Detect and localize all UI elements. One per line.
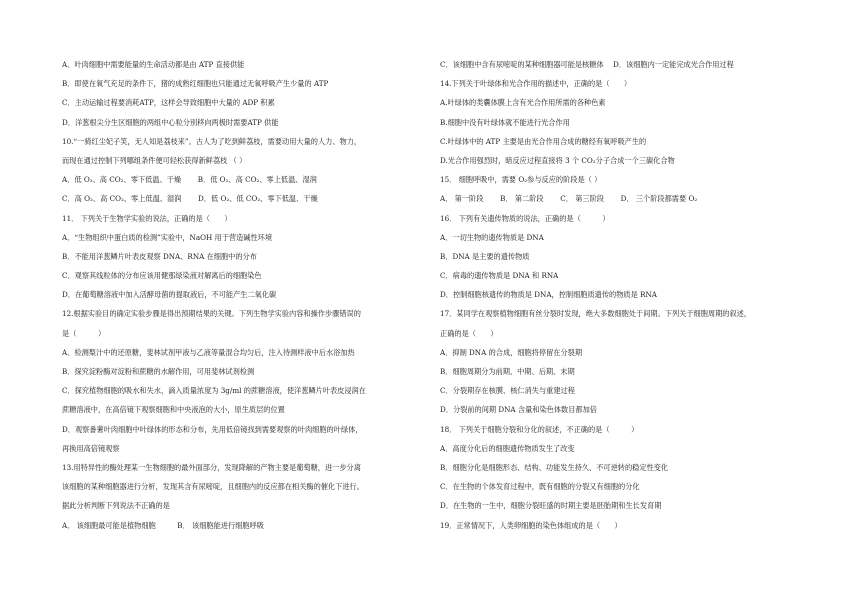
- left-column-line: B．即使在氧气充足的条件下，猪的成熟红细胞也只能通过无氧呼吸产生少量的 ATP: [62, 79, 329, 89]
- left-column-line: 蔗糖溶液中，在高倍镜下观察细胞和中央液泡的大小，原生质层的位置: [62, 405, 285, 415]
- left-column-line: 而现在通过控制下列哪组条件便可轻松获得新鲜荔枝 （ ）: [62, 155, 247, 165]
- right-column-line: C．在生物的个体发育过程中，既有细胞的分裂又有细胞的分化: [440, 482, 640, 492]
- left-column-line: 该细胞的某种细胞器进行分析，发现其含有尿嘧啶，且细胞内的反应都在相关酶的催化下进行。: [62, 482, 364, 492]
- right-column-line: A． 第一阶段 B． 第二阶段 C． 第三阶段 D． 三个阶段都需要 O₂: [440, 194, 698, 204]
- left-column-line: C．高 O₂、高 CO₂、零上低温、湿润 D．低 O₂、低 CO₂、零下低温、干燥: [62, 194, 318, 204]
- left-column-line: C．观察其线粒体的分布应该用健那绿染液对解离后的细胞染色: [62, 271, 262, 281]
- right-column-line: 19．正常情况下，人类卵细胞的染色体组成的是（ ）: [440, 520, 622, 530]
- left-column-line: 12.根据实验目的确定实验步骤是得出预期结果的关键。下列生物学实验内容和操作步骤错误的: [62, 309, 361, 319]
- right-column-line: C.叶绿体中的 ATP 主要是由光合作用合成的糖经有氧呼吸产生的: [440, 136, 647, 146]
- right-column-line: D.光合作用强烈时，暗反应过程直接将 3 个 CO₂分子合成一个三碳化合物: [440, 155, 675, 165]
- right-column-line: A．抑制 DNA 的合成，细胞将停留在分裂期: [440, 347, 583, 357]
- right-column-line: D．在生物的一生中，细胞分裂旺盛的时期主要是胚胎期和生长发育期: [440, 501, 662, 511]
- right-column-line: 14.下列关于叶绿体和光合作用的描述中，正确的是（ ）: [440, 79, 632, 89]
- left-column-line: 11． 下列关于生物学实验的说法，正确的是（ ）: [62, 213, 232, 223]
- right-column-line: 15． 细胞呼吸中，需要 O₂参与反应的阶段是（ ）: [440, 175, 602, 185]
- right-column-line: C．该细胞中含有尿嘧啶的某种细胞器可能是核糖体 D．该细胞内一定能完成光合作用过程: [440, 60, 734, 69]
- right-column-line: D．分裂前的间期 DNA 含量和染色体数目都加倍: [440, 405, 597, 415]
- right-column-line: 16． 下列有关遗传物质的说法，正确的是（ ）: [440, 213, 610, 223]
- left-column-line: 10.“一骑红尘妃子笑，无人知是荔枝来”。古人为了吃到鲜荔枝，需要动用大量的人力、物力，: [62, 136, 362, 146]
- left-column-line: 是（ ）: [62, 328, 106, 338]
- left-column-line: B．探究淀粉酶对淀粉和蔗糖的水解作用，可用斐林试剂检测: [62, 367, 255, 376]
- left-column-line: A．低 O₂、高 CO₂、零下低温、干燥 B．低 O₂、高 CO₂、零上低温、湿润: [62, 175, 317, 185]
- left-column-line: C．探究植物细胞的吸水和失水，滴入质量浓度为 3g/ml 的蔗糖溶液，使洋葱鳞片叶表皮浸润在: [62, 386, 366, 396]
- right-column-line: 正确的是（ ）: [440, 328, 498, 338]
- left-column: [62, 60, 414, 540]
- left-column-line: D．观察番薯叶肉细胞中叶绿体的形态和分布，先用低倍镜找到需要观察的叶肉细胞的叶绿体，: [62, 424, 363, 434]
- left-column-line: 据此分析判断下列说法不正确的是: [62, 501, 170, 511]
- left-column-line: A．“生物组织中蛋白质的检测”实验中，NaOH 用于营造碱性环境: [62, 232, 273, 242]
- left-column-line: D．在葡萄糖溶液中加入活酵母菌的提取液后，不可能产生二氧化碳: [62, 290, 277, 300]
- left-column-line: D．洋葱根尖分生区细胞的两组中心粒分别移向两极时需要ATP 供能: [62, 117, 279, 127]
- right-column-line: B.细胞中没有叶绿体就不能进行光合作用: [440, 117, 570, 127]
- left-column-line: 再换用高倍镜观察: [62, 443, 120, 453]
- left-column-line: A．叶肉细胞中需要能量的生命活动都是由 ATP 直接供能: [62, 60, 245, 69]
- right-column-line: B．DNA 是主要的遗传物质: [440, 251, 530, 261]
- right-column-line: 17．某同学在观察植物细胞有丝分裂时发现，绝大多数细胞处于间期。下列关于细胞周期的叙述，: [440, 309, 752, 319]
- left-column-line: A．检测梨汁中的还原糖，斐林试剂甲液与乙液等量混合均匀后，注入待测样液中后水浴加热: [62, 347, 355, 357]
- right-column-line: A．高度分化后的细胞遗传物质发生了改变: [440, 443, 575, 453]
- right-column-line: A.叶绿体的类囊体膜上含有光合作用所需的各种色素: [440, 98, 606, 108]
- right-column-line: C．分裂期存在核膜、核仁消失与重建过程: [440, 386, 575, 396]
- left-column-line: C．主动运输过程要消耗ATP，这样会导致细胞中大量的 ADP 积累: [62, 98, 275, 108]
- left-column-line: B．不能用洋葱鳞片叶表皮观察 DNA、RNA 在细胞中的分布: [62, 251, 257, 261]
- right-column: [440, 60, 812, 540]
- right-column-line: A．一切生物的遗传物质是 DNA: [440, 232, 544, 242]
- right-column-line: B．细胞周期分为前期、中期、后期、末期: [440, 367, 575, 376]
- right-column-line: B．细胞分化是细胞形态、结构、功能发生持久、不可逆转的稳定性变化: [440, 462, 669, 472]
- right-column-line: 18． 下列关于细胞分裂和分化的叙述，不正确的是（ ）: [440, 424, 639, 434]
- left-column-line: 13.用特异性的酶处理某一生物细胞的最外面部分，发现降解的产物主要是葡萄糖，进一步分离: [62, 462, 361, 472]
- right-column-line: D．控制细胞核遗传的物质是 DNA，控制细胞质遗传的物质是 RNA: [440, 290, 657, 300]
- right-column-line: C．病毒的遗传物质是 DNA 和 RNA: [440, 271, 559, 281]
- left-column-line: A． 该细胞最可能是植物细胞 B． 该细胞能进行细胞呼吸: [62, 520, 264, 530]
